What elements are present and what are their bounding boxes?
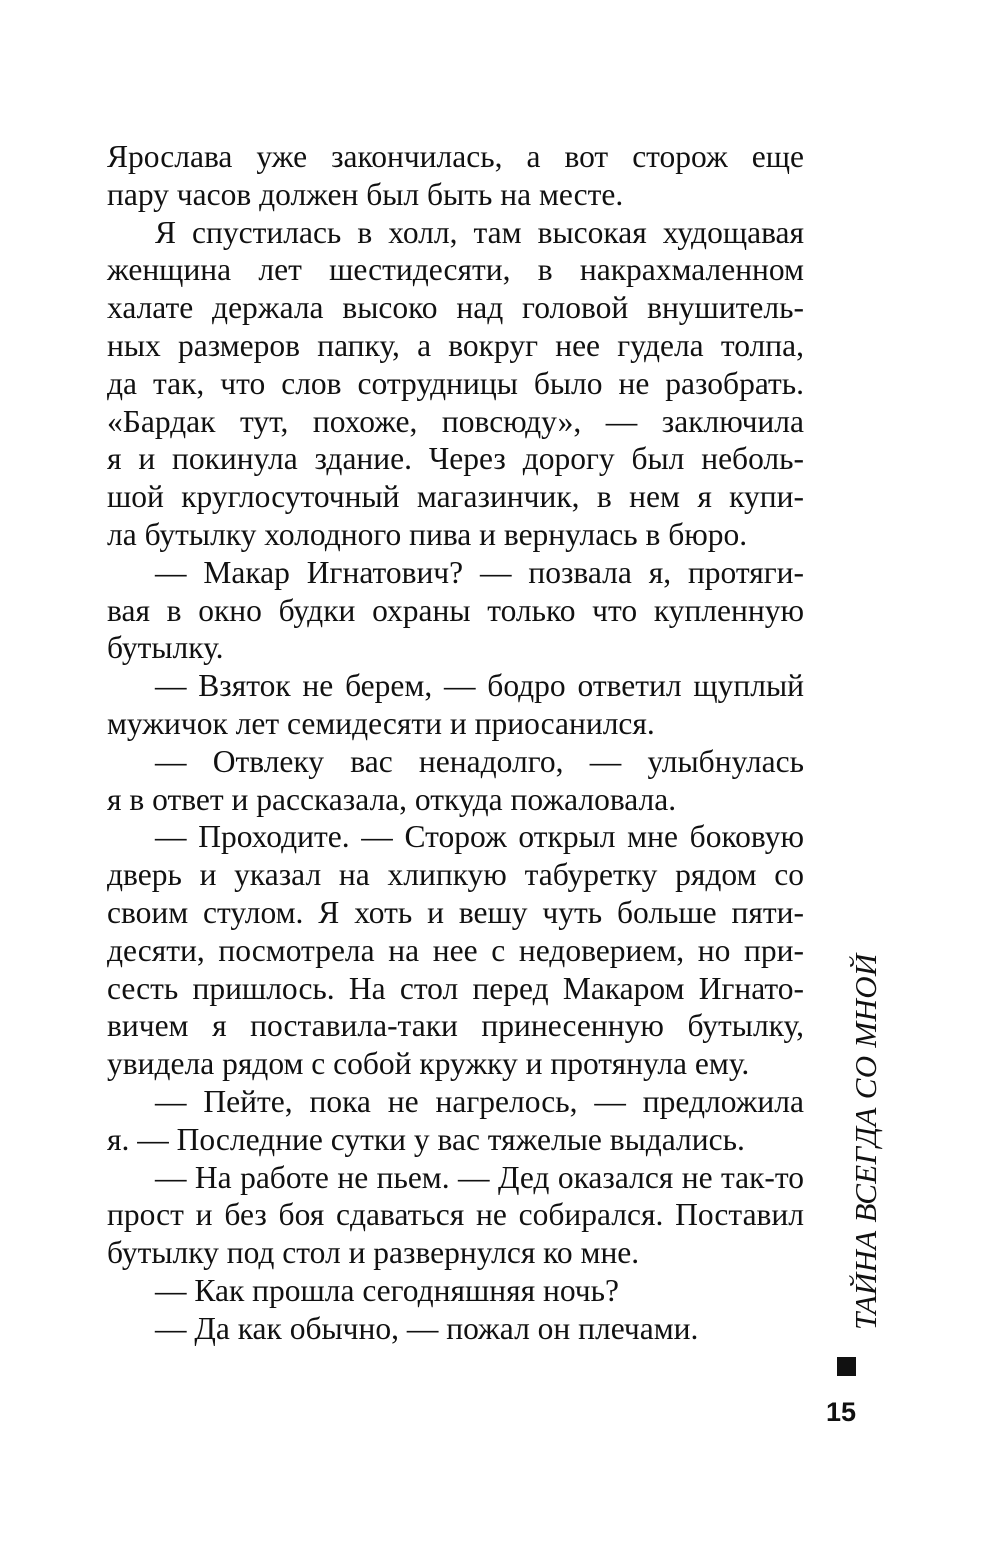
text-line: — Отвлеку вас ненадолго, — улыбнулась	[155, 743, 804, 779]
text-line: — Да как обычно, — пожал он плечами.	[155, 1310, 699, 1346]
body-text	[107, 138, 804, 1348]
text-line: сесть пришлось. На стол перед Макаром Игнато-	[107, 970, 804, 1006]
section-marker-square	[837, 1357, 856, 1376]
text-line: — На работе не пьем. — Дед оказался не так-то	[155, 1159, 804, 1195]
text-line: женщина лет шестидесяти, в накрахмаленном	[107, 252, 804, 288]
text-line: я в ответ и рассказала, откуда пожаловала.	[107, 781, 677, 817]
text-line: ла бутылку холодного пива и вернулась в бюро.	[107, 516, 748, 552]
text-line: — Как прошла сегодняшняя ночь?	[155, 1272, 619, 1308]
text-line: шой круглосуточный магазинчик, в нем я купи-	[107, 479, 804, 515]
text-line: вая в окно будки охраны только что купленную	[107, 592, 804, 628]
text-line: «Бардак тут, похоже, повсюду», — заключила	[107, 403, 804, 439]
text-line: — Взяток не берем, — бодро ответил щуплый	[155, 668, 804, 704]
text-line: бутылку под стол и развернулся ко мне.	[107, 1235, 640, 1271]
page-number: 15	[826, 1397, 857, 1427]
text-line: да так, что слов сотрудницы было не разобрать.	[107, 365, 804, 401]
text-line: увидела рядом с собой кружку и протянула ему.	[107, 1046, 750, 1082]
text-line: своим стулом. Я хоть и вешу чуть больше пяти-	[107, 894, 804, 930]
text-line: — Проходите. — Сторож открыл мне боковую	[155, 819, 804, 855]
text-line: — Пейте, пока не нагрелось, — предложила	[155, 1083, 804, 1119]
text-line: прост и без боя сдаваться не собирался. Поставил	[107, 1197, 804, 1233]
text-line: я и покинула здание. Через дорогу был неболь-	[107, 441, 804, 477]
text-line: Я спустилась в холл, там высокая худощавая	[155, 214, 804, 250]
text-line: пару часов должен был быть на месте.	[107, 176, 624, 212]
text-line: бутылку.	[107, 630, 224, 666]
text-line: дверь и указал на хлипкую табуретку рядом со	[107, 857, 804, 893]
text-line: я. — Последние сутки у вас тяжелые выдались.	[107, 1121, 745, 1157]
text-line: вичем я поставила-таки принесенную бутылку,	[107, 1008, 804, 1044]
text-line: халате держала высоко над головой внушитель-	[107, 290, 804, 326]
text-line: десяти, посмотрела на нее с недоверием, но при-	[107, 932, 804, 968]
text-line: ных размеров папку, а вокруг нее гудела толпа,	[107, 327, 804, 363]
text-line: Ярослава уже закончилась, а вот сторож еще	[107, 139, 804, 174]
text-line: мужичок лет семидесяти и приосанился.	[107, 705, 655, 741]
text-line: — Макар Игнатович? — позвала я, протяги-	[155, 554, 804, 590]
running-title: ТАЙНА ВСЕГДА СО МНОЙ	[848, 953, 883, 1330]
